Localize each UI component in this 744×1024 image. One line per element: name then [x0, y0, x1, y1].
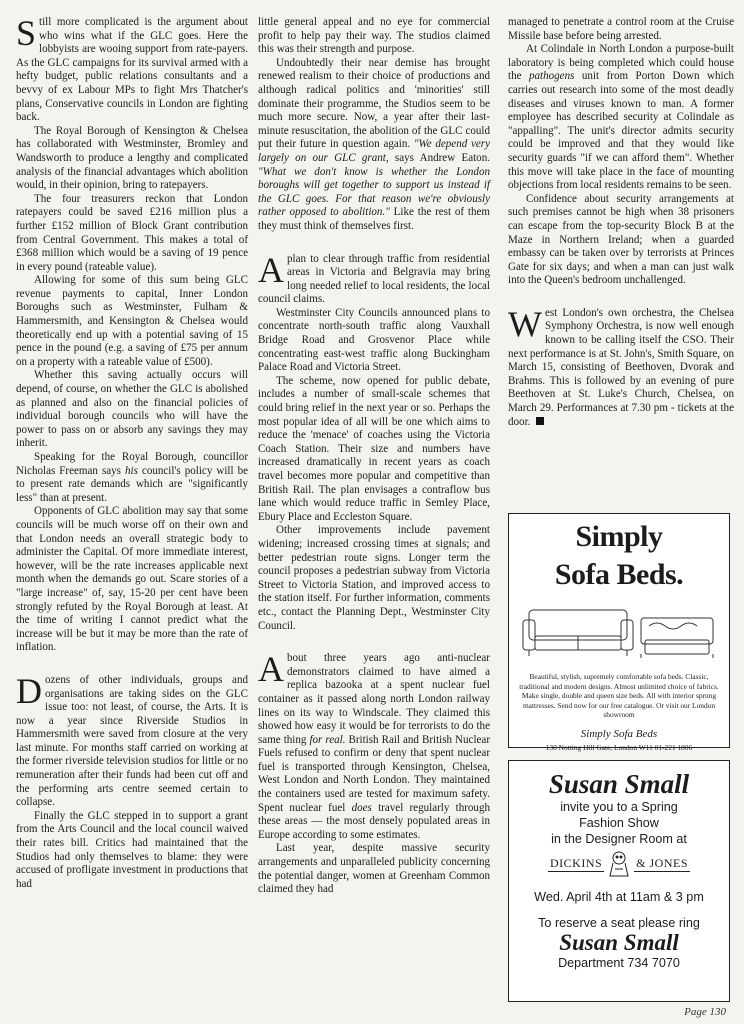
article-column-3 — [508, 16, 734, 429]
brand-logo-footer: Susan Small — [559, 930, 679, 955]
article-column-1 — [16, 13, 248, 891]
paragraph: West London's own orchestra, the Chelsea Symphony Orchestra, is now well enough known to be calling itself the CSO. Their next performance is at St. John's, Smith Square, on March 15, consisting of Beethoven, Dvorak and Brahms. This is followed by an evening of pure Beethoven at St. Luke's Church, Chelsea, on March 29. Performances at 7.30 pm - tickets at the door. — [508, 303, 734, 428]
article-column-2 — [258, 16, 490, 897]
paragraph: The four treasurers reckon that London ratepayers could be saved £216 million plus a further £152 million of Block Grant contribution from Central Government. This makes a total of £368 million which would be a saving of 19 pence in every pound (rateable value). — [16, 192, 248, 273]
paragraph: Speaking for the Royal Borough, councillor Nicholas Freeman says his council's policy will be to present rate demands which are "significantly less" than at present. — [16, 451, 248, 504]
paragraph: Dozens of other individuals, groups and organisations are taking sides on the GLC issue too: not least, of course, the Arts. It is now a year since Riverside Studios in Hammersmith were saved from closure at the very last minute. For months staff carried on working at the former riverside television studios for little or no remuneration after their funds had been cut off and the performing arts centre seemed certain to collapse. — [16, 670, 248, 809]
advert-line: Fashion Show — [579, 816, 659, 830]
advert-signature: Simply Sofa Beds — [580, 727, 658, 740]
paragraph: Undoubtedly their near demise has brought renewed realism to their choice of productions and although radical politics and 'minorities' still dominate their programme, the Studios seem to be much more secure. Now, a year after their last-minute resuscitation, the abolition of the GLC could put their future in question again. "We depend very largely on our GLC grant, says Andrew Eaton. "What we don't know is whether the London boroughs will get together to support us instead if the GLC goes. For that reason we're obviously rather opposed to abolition." Like the rest of them they must think of themselves first. — [258, 56, 491, 232]
sofa-icon — [519, 596, 719, 666]
paragraph: At Colindale in North London a purpose-built laboratory is being completed which could house the pathogens unit from Porton Down which carries out research into some of the most deadly diseases and viruses known to man. A former employee has described security at Colindale as "appalling". The unit's director admits security could be improved and that they would like security guards "if we can afford them". Whether this move will take place in the face of mounting objections from local residents remains to be seen. — [508, 43, 734, 192]
drop-cap: A — [258, 249, 284, 290]
paragraph: Whether this saving actually occurs will depend, of course, on whether the GLC is abolished as planned and also on the financial policies of individual borough councils who will have the power to pass on or absorb any savings they may inherit. — [16, 369, 248, 450]
drop-cap: W — [508, 303, 542, 344]
drop-cap: S — [16, 13, 37, 53]
paragraph: Allowing for some of this sum being GLC revenue payments to capital, Inner London Boroughs such as Westminster, Fulham & Hammersmith, and Kensington & Chelsea would theoretically end up with a potential saving of 15 pence in the pound (e.g. a saving of £75 per annum on a property with a rateable value of £500). — [16, 274, 248, 368]
advert-susan-small — [508, 760, 730, 1002]
advert-line: invite you to a Spring — [560, 800, 678, 814]
advert-body: Beautiful, stylish, supremely comfortable sofa beds. Classic, traditional and modern designs. Almost unlimited choice of fabrics. Make single, double and queen size beds. All with interior sprung mattresses. Send now for our free catalogue. Or visit our London showroom — [519, 672, 719, 720]
advert-line: in the Designer Room at — [551, 832, 687, 846]
paragraph: Westminster City Councils announced plans to concentrate north-south traffic along Vauxhall Bridge Road and Grosvenor Place while concentrating east-west traffic along Buckingham Palace Road and Victoria Street. — [258, 306, 490, 374]
paragraph: little general appeal and no eye for commercial profit to help pay their way. The studios claimed this was their strength and purpose. — [258, 16, 490, 56]
page-number: Page 130 — [684, 1006, 726, 1018]
end-of-article-mark — [536, 417, 544, 425]
advert-simply-sofa-beds — [508, 513, 730, 752]
crest-icon — [606, 849, 632, 879]
brand-logo: Susan Small — [548, 769, 690, 799]
advert-address: 130 Notting Hill Gate, London W11 01-221 1806 — [545, 742, 693, 752]
paragraph: Other improvements include pavement widening; increased crossing times at signals; and better pedestrian route signs. Longer term the council proposes a pedestrian subway from Victoria Street to Victoria Station, and improved access to the station itself. For further information, comments etc., contact the Planning Dept., Westminster City Council. — [258, 524, 490, 632]
advert-title-line-2: Sofa Beds. — [554, 558, 684, 591]
drop-cap: D — [16, 670, 42, 711]
phone-number: Department 734 7070 — [558, 956, 680, 970]
event-dates: Wed. April 4th at 11am & 3 pm — [534, 890, 704, 904]
paragraph: Aplan to clear through traffic from residential areas in Victoria and Belgravia may bring long needed relief to local residents, the local council claims. — [258, 249, 490, 306]
paragraph: managed to penetrate a control room at the Cruise Missile base before being arrested. — [508, 16, 734, 42]
advert-title-line-1: Simply — [575, 520, 663, 553]
paragraph: Opponents of GLC abolition may say that some councils will be much worse off on their own and that London needs an overall strategic body to administer the Capital. Of more immediate interest, however, will be the rate increases applicable next month when the demands go out. Scare stories of a "large increase" of, say, 15-20 per cent have been strongly refuted by the Royal Borough at least. At the time of writing I cannot predict what the increase will be but it may be more than the rate of inflation. — [16, 505, 248, 654]
paragraph: Last year, despite massive security arrangements and unparalleled publicity concerning the potential danger, women at Greenham Common claimed they had — [258, 842, 490, 896]
paragraph: About three years ago anti-nuclear demonstrators claimed to have aimed a replica bazooka at a spent nuclear fuel container as it passed along north London railway lines on its way to Windscale. They claimed this showed how easy it would be for terrorists to do the same thing for real. British Rail and British Nuclear Fuels refused to confirm or deny that spent nuclear fuel is transported through Kensington, Chelsea, West London and North London. They maintained the containers used are tested for maximum safety. Spent nuclear fuel does travel regularly through these areas — the most densely populated areas in Europe according to some estimates. — [258, 649, 490, 841]
reserve-text: To reserve a seat please ring — [538, 916, 700, 930]
paragraph: Still more complicated is the argument about who wins what if the GLC goes. Here the lobbyists are wooing support from rate-payers. As the GLC campaigns for its survival armed with a hefty budget, public relations consultants and a bevvy of ex Labour MPs to fight Mrs Thatcher's plans, Conservative councils in London are fighting back. — [16, 13, 248, 124]
drop-cap: A — [258, 649, 284, 690]
sofa-illustration — [519, 596, 719, 666]
paragraph: Confidence about security arrangements at such premises cannot be high when 38 prisoners can escape from the top-security Block B at the Maze in Northern Ireland; when a guarded embassy can be taken over by terrorists at Princes Gate for six days; and when a man can just walk into the Queen's bedroom unchallenged. — [508, 192, 734, 287]
paragraph: Finally the GLC stepped in to support a grant from the Arts Council and the local council waived their rates bill. Critics had maintained that the Studios had only themselves to blame: they were accused of profligate investment in productions that had — [16, 809, 248, 890]
paragraph: The Royal Borough of Kensington & Chelsea has collaborated with Westminster, Bromley and Wandsworth to produce a lengthy and complicated analysis of the financial advantages which abolition would, in their opinion, bring to ratepayers. — [16, 124, 248, 192]
paragraph: The scheme, now opened for public debate, includes a number of small-scale schemes that could bring relief in the next year or so. Perhaps the most popular idea of all will be one which aims to reduce the 'menace' of coaches using the Victoria Coach Station. Their size and numbers have increased dramatically in recent years as coach travel becomes more popular and competitive than British Rail. The plan envisages a contraflow bus lane which would reduce traffic in Semley Place, Ebury Place and Eccleston Square. — [258, 374, 490, 523]
store-logo: DICKINS & JONES — [509, 849, 729, 879]
